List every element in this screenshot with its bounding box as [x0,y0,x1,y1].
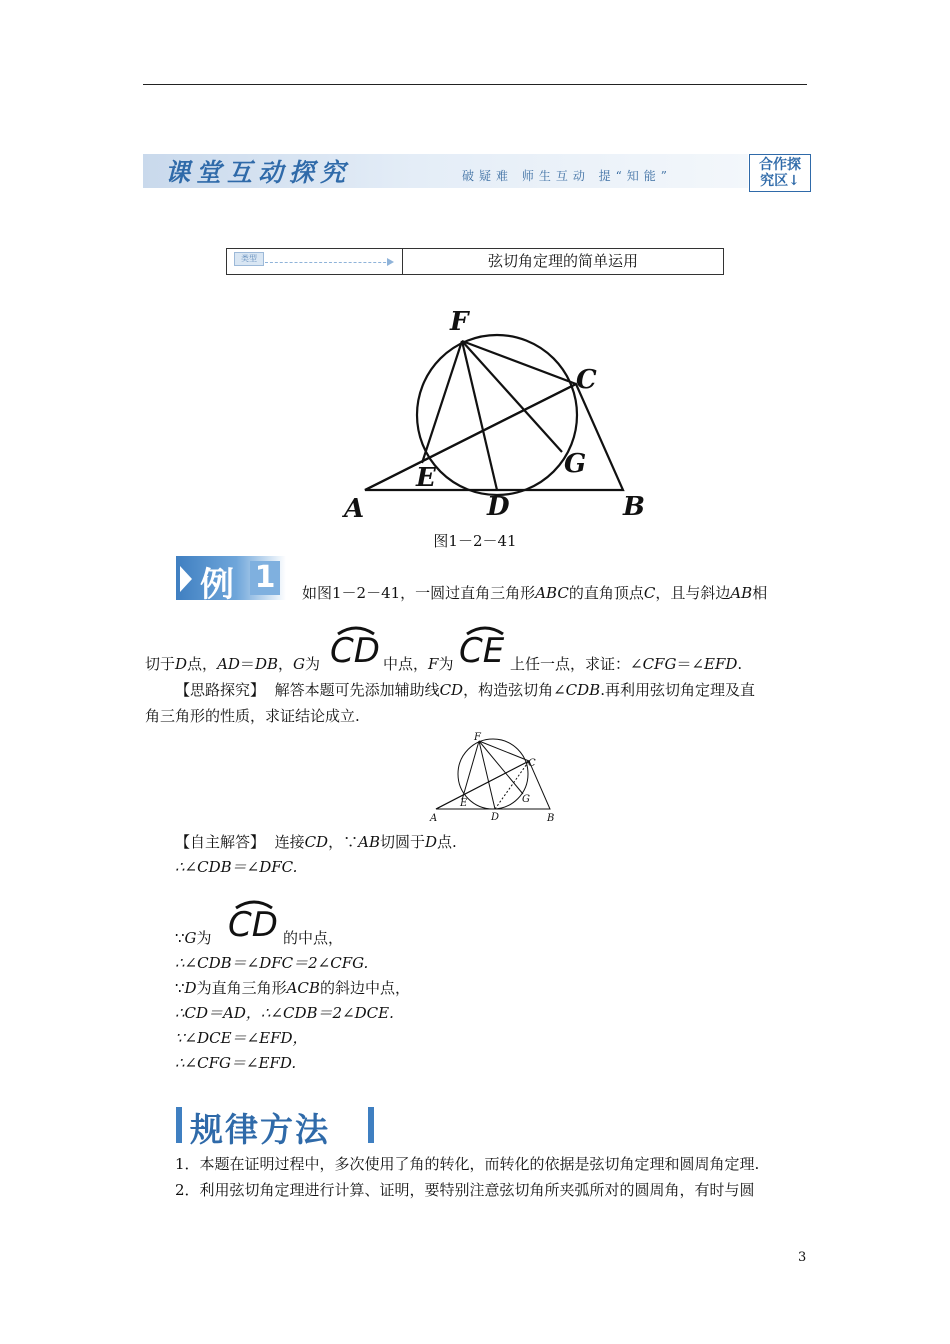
category-tag-cell [227,249,403,274]
label-g: G [564,449,587,479]
example-label: 例 [200,565,234,605]
badge-line2: 究区↓ [760,173,800,189]
line-fd [462,341,497,490]
geometry-figure-small [428,730,560,826]
solution-line1: 【自主解答】 连接CD，∵AB切圆于D点. [175,833,457,851]
svg-text:F: F [474,732,481,743]
section-title: 课堂互动探究 [165,158,352,187]
example-number: 1 [250,561,280,595]
category-box [226,248,724,275]
method-point1: 1．本题在证明过程中，多次使用了角的转化，而转化的依据是弦切角定理和圆周角定理. [175,1155,760,1173]
thinking-line1: 【思路探究】 解答本题可先添加辅助线CD，构造弦切角∠CDB.再利用弦切角定理及直 [175,681,755,699]
section-subtitle: 破疑难 师生互动 提“知能” [462,169,672,183]
label-d: D [487,492,510,522]
solution-line3-b: 的中点， [283,929,344,947]
method-bar-left [176,1107,182,1143]
svg-text:C: C [528,758,536,769]
cooperation-zone-badge [749,154,811,192]
arc-cd: CD [330,634,380,668]
line-fg [462,341,562,452]
example-line2-a: 切于D点，AD＝DB，G为 [145,655,321,673]
solution-line3-a: ∵G为 [175,929,212,947]
label-a: A [344,494,365,524]
svg-text:B: B [547,813,555,824]
label-e: E [416,463,436,493]
page-number: 3 [798,1250,807,1265]
label-b: B [623,492,645,522]
solution-line6: ∴CD＝AD，∴∠CDB＝2∠DCE. [175,1004,394,1022]
svg-text:D: D [491,812,500,823]
figure-caption: 图1－2－41 [433,532,517,550]
example-line1: 如图1－2－41，一圆过直角三角形ABC的直角顶点C，且与斜边AB相 [302,584,768,602]
solution-line4: ∴∠CDB＝∠DFC＝2∠CFG. [175,954,369,972]
line-ac [365,384,576,490]
solution-line8: ∴∠CFG＝∠EFD. [175,1054,297,1072]
arc-cd-solution: CD [228,908,278,942]
circle [417,335,577,495]
solution-label: 【自主解答】 [175,833,266,851]
header-rule [143,84,807,85]
label-c: C [576,365,597,395]
method-title: 规律方法 [190,1110,330,1149]
category-title: 弦切角定理的简单运用 [487,252,638,270]
example-line2-b: 中点，F为 [383,655,454,673]
geometry-figure-main [330,300,660,525]
category-tag: 类型 [234,252,264,266]
solution-line7: ∵∠DCE＝∠EFD， [175,1029,308,1047]
example-line2-c: 上任一点，求证：∠CFG＝∠EFD. [510,655,743,673]
down-arrow-icon: ↓ [788,173,800,189]
arc-ce: CE [459,634,504,668]
thinking-line2: 角三角形的性质，求证结论成立. [145,707,360,725]
svg-text:E: E [460,798,468,809]
thinking-label: 【思路探究】 [175,681,266,699]
line-fc [462,341,576,384]
svg-text:G: G [522,794,530,805]
method-bar-right [368,1107,374,1143]
method-point2: 2．利用弦切角定理进行计算、证明，要特别注意弦切角所夹弧所对的圆周角，有时与圆 [175,1181,755,1199]
arrow-head-icon [387,258,394,266]
play-triangle-icon [180,566,192,592]
arrow-line-icon [265,262,391,263]
svg-text:A: A [430,813,438,824]
badge-line1: 合作探 [759,157,801,173]
solution-line5: ∵D为直角三角形ACB的斜边中点， [175,979,410,997]
label-f: F [450,307,469,337]
solution-line2: ∴∠CDB＝∠DFC. [175,858,298,876]
